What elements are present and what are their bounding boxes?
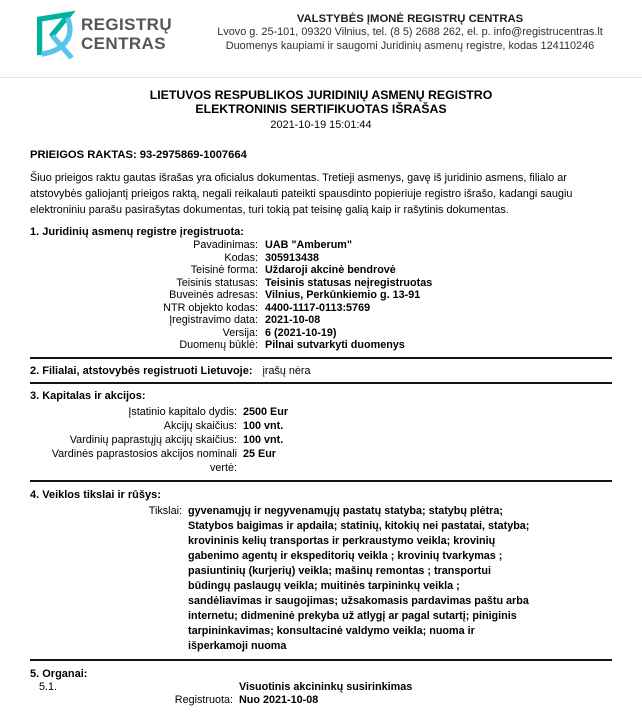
- section-divider: [30, 659, 612, 661]
- field-row-kodas: [30, 252, 612, 265]
- section2-heading: 2. Filialai, atstovybės registruoti Lietuvoje:: [30, 364, 253, 377]
- field-label: Versija:: [222, 326, 258, 339]
- field-label: Akcijų skaičius:: [163, 419, 237, 432]
- field-row-buveines-adresas: [30, 289, 612, 302]
- header-contact-block: [208, 9, 612, 53]
- field-value: 6 (2021-10-19): [265, 326, 337, 339]
- field-label: Tikslai:: [148, 504, 182, 517]
- field-row-ntr-objekto-kodas: [30, 302, 612, 315]
- section3-fields: [30, 405, 612, 475]
- field-value: 4400-1117-0113:5769: [265, 301, 371, 314]
- field-value: 100 vnt.: [243, 433, 284, 446]
- organ-row: [30, 681, 612, 694]
- field-value: 305913438: [265, 251, 320, 264]
- field-row-iregistravimo-data: [30, 314, 612, 327]
- document-title-line1: LIETUVOS RESPUBLIKOS JURIDINIŲ ASMENŲ REGISTRO: [149, 88, 493, 102]
- field-value: UAB "Amberum": [265, 239, 353, 251]
- field-value: 100 vnt.: [243, 419, 284, 432]
- organization-registry-info: Duomenys kaupiami ir saugomi Juridinių asmenų registre, kodas 124110246: [225, 39, 595, 52]
- logo-wordmark-line1: REGISTRŲ: [81, 15, 173, 34]
- field-row-vardiniu-paprastuju-akciju-skaicius: [30, 433, 612, 447]
- section-divider: [30, 357, 612, 359]
- field-value: 25 Eur: [243, 447, 277, 460]
- field-row-akcijos-nominali-verte: [30, 447, 612, 475]
- organization-name: VALSTYBĖS ĮMONĖ REGISTRŲ CENTRAS: [296, 13, 524, 25]
- document-page: [0, 0, 642, 59]
- field-value: Vilnius, Perkūnkiemio g. 13-91: [265, 289, 421, 301]
- document-header: [30, 0, 612, 59]
- logo-wordmark: [81, 9, 172, 53]
- section2-row: [30, 365, 612, 378]
- field-label: Pavadinimas:: [193, 239, 258, 251]
- field-label: Kodas:: [224, 251, 258, 264]
- document-datetime: 2021-10-19 15:01:44: [270, 119, 372, 131]
- logo-wordmark-line2: CENTRAS: [81, 34, 166, 53]
- field-value: 2500 Eur: [243, 405, 289, 418]
- field-label: Įregistravimo data:: [169, 314, 258, 326]
- field-row-versija: [30, 327, 612, 340]
- field-row-duomenu-bukle: [30, 339, 612, 352]
- field-label: Įstatinio kapitalo dydis:: [128, 405, 237, 418]
- field-value: 2021-10-08: [265, 314, 321, 326]
- section5-heading: 5. Organai:: [30, 667, 88, 680]
- field-label: Buveinės adresas:: [169, 289, 258, 301]
- field-value: Pilnai sutvarkyti duomenys: [265, 339, 405, 351]
- organ-item-number: 5.1.: [39, 680, 58, 693]
- section-divider: [30, 382, 612, 384]
- field-value: Nuo 2021-10-08: [239, 693, 319, 706]
- document-title-block: [30, 88, 612, 132]
- organization-address: Lvovo g. 25-101, 09320 Vilnius, tel. (8 5) 2688 262, el. p. info@registrucentras.lt: [217, 26, 603, 38]
- access-key: PRIEIGOS RAKTAS: 93-2975869-1007664: [30, 149, 247, 161]
- field-label: Vardinių paprastųjų akcijų skaičius:: [69, 433, 237, 446]
- registru-centras-logo: [30, 9, 208, 59]
- section3-heading: 3. Kapitalas ir akcijos:: [30, 389, 146, 402]
- field-label: Teisinis statusas:: [176, 276, 258, 289]
- registru-centras-logo-icon: [30, 9, 76, 59]
- section1-heading: 1. Juridinių asmenų registre įregistruota:: [30, 226, 244, 238]
- field-row-teisine-forma: [30, 264, 612, 277]
- section1-fields: [30, 239, 612, 352]
- document-title-line2: ELEKTRONINIS SERTIFIKUOTAS IŠRAŠAS: [195, 102, 447, 116]
- field-row-teisinis-statusas: [30, 277, 612, 290]
- organ-registered-row: [30, 694, 612, 707]
- intro-paragraph: Šiuo prieigos raktu gautas išrašas yra oficialus dokumentas. Tretieji asmenys, gavę iš juridinio asmens, filialo ar atstovybės galiojantį prieigos raktą, negali reikalauti pateikti spausdinto popieriuje registro išrašo, kadangi saugiu elektroniniu parašu pasirašytas dokumentas, turi tokią pat teisinę galią kaip ir rašytinis dokumentas.: [30, 172, 573, 216]
- section4-goals-row: [30, 504, 612, 654]
- field-value: Teisinis statusas neįregistruotas: [265, 276, 433, 289]
- section2-value: įrašų nėra: [262, 364, 311, 377]
- goals-text: gyvenamųjų ir negyvenamųjų pastatų statyba; statybų plėtra; Statybos baigimas ir apdaila; statinių, kitokių nei pastatai, statyba; krovininis kelių transportas ir perkraustymo veikla; krovinių gabenimo agentų ir ekspeditorių veikla ; krovinių tvarkymas ; pasiuntinių (kurjerių) veikla; mašinų remontas ; transportui būdingų paslaugų veikla; muitinės tarpininkų veikla ; sandėliavimas ir saugojimas; užsakomasis pardavimas paštu arba internetu; didmeninė prekyba už atlygį ar pagal sutartį; piniginis tarpininkavimas; konsultacinė valdymo veikla; nuoma ir išperkamoji nuoma: [188, 504, 530, 652]
- field-row-akciju-skaicius: [30, 419, 612, 433]
- organ-name: Visuotinis akcininkų susirinkimas: [239, 680, 413, 693]
- field-value: Uždaroji akcinė bendrovė: [265, 264, 396, 276]
- field-label: Duomenų būklė:: [179, 339, 258, 351]
- header-divider: [0, 77, 642, 78]
- field-label: Teisinė forma:: [190, 264, 258, 276]
- field-label: NTR objekto kodas:: [163, 301, 258, 314]
- field-row-pavadinimas: [30, 239, 612, 252]
- field-row-istatinio-kapitalo-dydis: [30, 405, 612, 419]
- section4-heading: 4. Veiklos tikslai ir rūšys:: [30, 488, 161, 501]
- field-label: Registruota:: [174, 693, 233, 706]
- section-divider: [30, 480, 612, 482]
- field-label: Vardinės paprastosios akcijos nominali vertė:: [51, 447, 237, 474]
